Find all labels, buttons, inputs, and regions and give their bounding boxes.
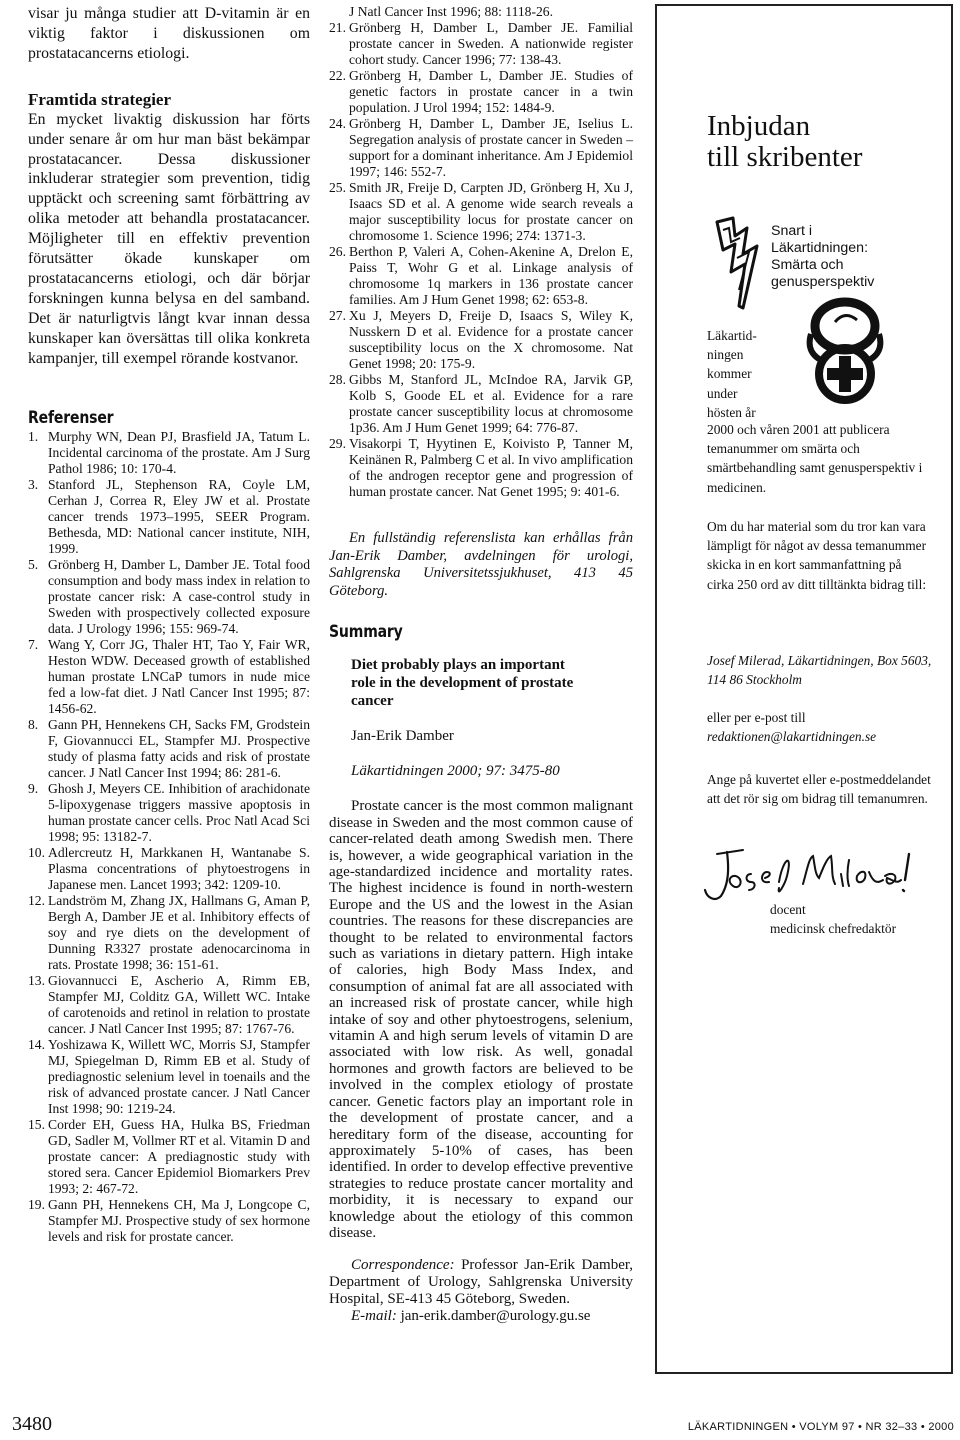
- email-value: jan-erik.damber@urology.gu.se: [396, 1308, 591, 1325]
- reference-text: Landström M, Zhang JX, Hallmans G, Aman P, Bergh A, Damber JE et al. Inhibitory effects of soy and rye diets on the development of Dunning R3327 prostate adenocarcinoma in rats. Prostate 1998; 36: 151-61.: [48, 892, 310, 972]
- email-block: [707, 708, 937, 746]
- reference-text: Wang Y, Corr JG, Thaler HT, Tao Y, Fair WR, Heston WDW. Deceased growth of established human prostate LNCaP tumors in nude mice fed a low-fat diet. J Natl Cancer Inst 1995; 87: 1456-62.: [48, 636, 310, 716]
- reference-text: Visakorpi T, Hyytinen E, Koivisto P, Tanner M, Keinänen R, Palmberg C et al. In vivo amplification of the androgen receptor gene and progression of human prostate cancer. Nat Genet 1995; 9: 401-6.: [349, 436, 633, 499]
- reference-number: 9.: [28, 780, 39, 796]
- reference-item: [329, 436, 633, 500]
- reference-text: Gann PH, Hennekens CH, Sacks FM, Grodstein F, Giovannucci EL, Stampfer MJ. Prospective study of plasma fatty acids and risk of prostate cancer. J Natl Cancer Inst 1994; 86: 281-6.: [48, 716, 310, 780]
- reference-number: 13.: [28, 972, 45, 988]
- handwritten-signature: [699, 844, 939, 902]
- reference-item: [329, 372, 633, 436]
- reference-number: 28.: [329, 372, 346, 387]
- reference-item: [329, 244, 633, 308]
- reference-number: 3.: [28, 476, 39, 492]
- references-heading: Referenser: [28, 407, 114, 427]
- invitation-title-line1: Inbjudan: [707, 110, 811, 142]
- reference-text: Berthon P, Valeri A, Cohen-Akenine A, Drelon E, Paiss T, Wohr G et al. Linkage analysis of chromosome 1q markers in 136 prostate cancer families. Am J Hum Genet 1998; 62: 653-8.: [349, 244, 633, 307]
- reference-item: [28, 477, 310, 557]
- column-middle: [329, 0, 633, 1325]
- email-intro: eller per e-post till: [707, 710, 806, 725]
- reference-text: Ghosh J, Meyers CE. Inhibition of arachidonate 5-lipoxygenase triggers massive apoptosis in human prostate cancer cells. Proc Natl Acad Sci 1998; 95: 13182-7.: [48, 780, 310, 844]
- email-label: E-mail:: [351, 1308, 397, 1325]
- reference-number: 10.: [28, 844, 45, 860]
- reference-text: Xu J, Meyers D, Freije D, Isaacs S, Wiley K, Nusskern D et al. Evidence for a prostate cancer susceptibility locus on the X chromosome. Nat Genet 1998; 20: 175-9.: [349, 308, 633, 371]
- reference-item: [329, 20, 633, 68]
- reference-item: [28, 781, 310, 845]
- reference-item: [329, 308, 633, 372]
- intro-line: Läkartid-: [707, 328, 757, 343]
- reference-number: 5.: [28, 556, 39, 572]
- intro-paragraph: visar ju många studier att D-vitamin är en viktig faktor i diskussionen om prostatacancerns etiologi.: [28, 5, 310, 62]
- section-heading: Framtida strategier: [28, 89, 172, 109]
- snart-line: Läkartidningen:: [771, 240, 869, 256]
- envelope-note: Ange på kuvertet eller e-postmeddelandet att det rör sig om bidrag till temanumren.: [707, 772, 931, 807]
- reference-list: [329, 20, 633, 500]
- reference-number: 21.: [329, 20, 346, 35]
- reference-text: Grönberg H, Damber L, Damber JE. Studies of genetic factors in prostate cancer in a twin population. J Urol 1994; 152: 1484-9.: [349, 68, 633, 115]
- summary-author: Jan-Erik Damber: [351, 728, 454, 745]
- journal-footer: LÄKARTIDNINGEN • VOLYM 97 • NR 32–33 • 2000: [687, 1421, 954, 1433]
- invitation-box: [655, 4, 953, 1374]
- summary-heading: Summary: [329, 622, 403, 642]
- reference-item: [329, 68, 633, 116]
- lakartidningen-intro-rest: 2000 och våren 2001 att publicera temanummer om smärta och smärtbehandling samt genusperspektiv i medicinen.: [707, 422, 923, 495]
- reference-number: 26.: [329, 244, 346, 259]
- reference-number: 27.: [329, 308, 346, 323]
- intro-line: hösten år: [707, 404, 756, 420]
- correspondence-text: Professor Jan-Erik Damber, Department of Urology, Sahlgrenska University Hospital, SE-413 45 Göteborg, Sweden.: [329, 1257, 633, 1308]
- snart-line: Smärta och: [771, 257, 844, 273]
- column-left: [28, 0, 310, 1245]
- reference-number: 24.: [329, 116, 346, 131]
- reference-item: [28, 429, 310, 477]
- reference-text: Gibbs M, Stanford JL, McIndoe RA, Jarvik GP, Kolb S, Goode EL et al. Evidence for a rare prostate cancer susceptibility locus at chromosome 1p36. Am J Hum Genet 1999; 64: 776-87.: [349, 372, 633, 435]
- reference-number: 14.: [28, 1036, 45, 1052]
- intro-line: ningen: [707, 347, 744, 363]
- lightning-logo-icon: [713, 216, 763, 312]
- reference-text: J Natl Cancer Inst 1996; 88: 1118-26.: [349, 4, 553, 19]
- reference-number: 19.: [28, 1196, 45, 1212]
- gender-symbol-logo-icon: [795, 296, 895, 406]
- full-reference-note: En fullständig referenslista kan erhållas från Jan-Erik Damber, avdelningen för urologi, Sahlgrenska Universitetssjukhuset, 413 45 Göteborg.: [329, 530, 633, 599]
- reference-item: [329, 180, 633, 244]
- reference-item: [28, 1037, 310, 1117]
- reference-text: Grönberg H, Damber L, Damber JE. Total food consumption and body mass index in relation to prostate cancer risk: A case-control study in Sweden with prospectively collected exposure data. J Urology 1996; 155: 969-74.: [48, 556, 310, 636]
- reference-number: 1.: [28, 428, 39, 444]
- snart-i-text: [771, 223, 874, 291]
- reference-text: Murphy WN, Dean PJ, Brasfield JA, Tatum L. Incidental carcinoma of the prostate. Am J Surg Pathol 1986; 10: 170-4.: [48, 428, 310, 476]
- reference-item: [329, 4, 633, 20]
- intro-line: under: [707, 385, 738, 401]
- invitation-title: [707, 111, 862, 173]
- reference-text: Corder EH, Guess HA, Hulka BS, Friedman GD, Sadler M, Vollmer RT et al. Vitamin D and prostate cancer: A prediagnostic study with stored sera. Cancer Epidemiol Biomarkers Prev 1993; 2: 467-72.: [48, 1116, 310, 1196]
- postal-address: Josef Milerad, Läkartidningen, Box 5603, 114 86 Stockholm: [707, 653, 932, 688]
- reference-item: [329, 116, 633, 180]
- reference-item: [28, 637, 310, 717]
- section-body: En mycket livaktig diskussion har förts under senare år om hur man bäst bekämpar prostatacancer. Dessa diskussioner inkluderar strategier som prevention, tidig upptäckt och screening samt förbättring av olika metoder att behandla prostatacancer. Möjligheter till en effektiv prevention förutsätter ökade kunskaper om prostatacancerns etiologi, och där börjar forskningen kunna belysa en del samband. Det är naturligtvis långt kvar innan dessa kunskaper kan översättas till olika konkreta kampanjer, till exempel rörande kostvanor.: [28, 110, 310, 367]
- submission-text: Om du har material som du tror kan vara lämpligt för något av dessa temanummer skicka in en kort sammanfattning på cirka 250 ord av ditt tilltänkta bidrag till:: [707, 519, 927, 592]
- reference-number: 25.: [329, 180, 346, 195]
- signatory-title-line: medicinsk chefredaktör: [770, 921, 897, 937]
- reference-number: 7.: [28, 636, 39, 652]
- signatory-title: [770, 900, 896, 938]
- correspondence-label: Correspondence:: [351, 1257, 455, 1274]
- summary-abstract: Prostate cancer is the most common malignant disease in Sweden and the most common cause of cancer-related death among Swedish men. There is, however, a wide geographical variation in the age-standardized incidence and mortality rates. The highest incidence is found in north-western Europe and the US and the lowest in the Asian countries. The reasons for these discrepancies are thought to be related to environmental factors such as variations in dietary pattern. High intake of calories, high Body Mass Index, and consumption of animal fat are all associated with an increased risk of prostate cancer, while high intake of soy and other phytoestrogens, selenium, vitamin A and high serum levels of vitamin D are associated with low risk. As well, gonadal hormones and growth factors are believed to be involved in the complex etiology of prostate cancer. Genetic factors play an important role in the development of prostate cancer, and a hereditary form of the disease, accounting for approximately 5-10% of cases, has been identified. In order to develop effective preventive strategies to reduce prostate cancer mortality and morbidity, it is necessary to expand our knowledge about the etiology of this common disease.: [329, 798, 633, 1241]
- reference-number: 12.: [28, 892, 45, 908]
- reference-item: [28, 893, 310, 973]
- reference-number: 15.: [28, 1116, 45, 1132]
- reference-item: [28, 973, 310, 1037]
- reference-number: 29.: [329, 436, 346, 451]
- reference-list-continued: [329, 4, 633, 20]
- intro-line: kommer: [707, 366, 752, 382]
- reference-text: Smith JR, Freije D, Carpten JD, Grönberg H, Xu J, Isaacs SD et al. A genome wide search reveals a major susceptibility locus for prostate cancer on chromosome 1. Science 1996; 274: 1371-3.: [349, 180, 633, 243]
- snart-line: genusperspektiv: [771, 274, 875, 290]
- reference-text: Adlercreutz H, Markkanen H, Wantanabe S. Plasma concentrations of phytoestrogens in Japanese men. Lancet 1993; 342: 1209-10.: [48, 844, 310, 892]
- summary-title: Diet probably plays an important role in the development of prostate cancer: [351, 657, 574, 710]
- reference-item: [28, 1117, 310, 1197]
- editorial-email: redaktionen@lakartidningen.se: [707, 729, 877, 745]
- snart-line: Snart i: [771, 223, 813, 239]
- reference-number: 22.: [329, 68, 346, 83]
- reference-text: Grönberg H, Damber L, Damber JE. Familial prostate cancer in Sweden. A nationwide register cohort study. Cancer 1996; 77: 138-43.: [349, 20, 633, 67]
- summary-citation: Läkartidningen 2000; 97: 3475-80: [351, 763, 560, 780]
- reference-number: 8.: [28, 716, 39, 732]
- correspondence: [329, 1257, 633, 1325]
- reference-text: Stanford JL, Stephenson RA, Coyle LM, Cerhan J, Correa R, Eley JW et al. Prostate cancer trends 1973–1995, SEER Program. Bethesda, MD: National cancer institute, NIH, 1999.: [48, 476, 310, 556]
- reference-text: Giovannucci E, Ascherio A, Rimm EB, Stampfer MJ, Colditz GA, Willett WC. Intake of carotenoids and retinol in relation to prostate cancer. J Natl Cancer Inst 1995; 87: 1767-76.: [48, 972, 310, 1036]
- page-number: 3480: [12, 1413, 52, 1435]
- reference-item: [28, 845, 310, 893]
- reference-item: [28, 1197, 310, 1245]
- reference-list: [28, 429, 310, 1245]
- reference-text: Gann PH, Hennekens CH, Ma J, Longcope C, Stampfer MJ. Prospective study of sex hormone levels and risk for prostate cancer.: [48, 1196, 310, 1244]
- lakartidningen-intro: [707, 326, 757, 422]
- reference-item: [28, 557, 310, 637]
- reference-item: [28, 717, 310, 781]
- reference-text: Yoshizawa K, Willett WC, Morris SJ, Stampfer MJ, Spiegelman D, Rimm EB et al. Study of prediagnostic selenium level in toenails and the risk of advanced prostate cancer. J Natl Cancer Inst 1998; 90: 1219-24.: [48, 1036, 310, 1116]
- reference-text: Grönberg H, Damber L, Damber JE, Iselius L. Segregation analysis of prostate cancer in Sweden – support for a dominant inheritance. Am J Epidemiol 1997; 146: 552-7.: [349, 116, 633, 179]
- invitation-title-line2: till skribenter: [707, 141, 863, 173]
- signatory-title-line: docent: [770, 902, 806, 917]
